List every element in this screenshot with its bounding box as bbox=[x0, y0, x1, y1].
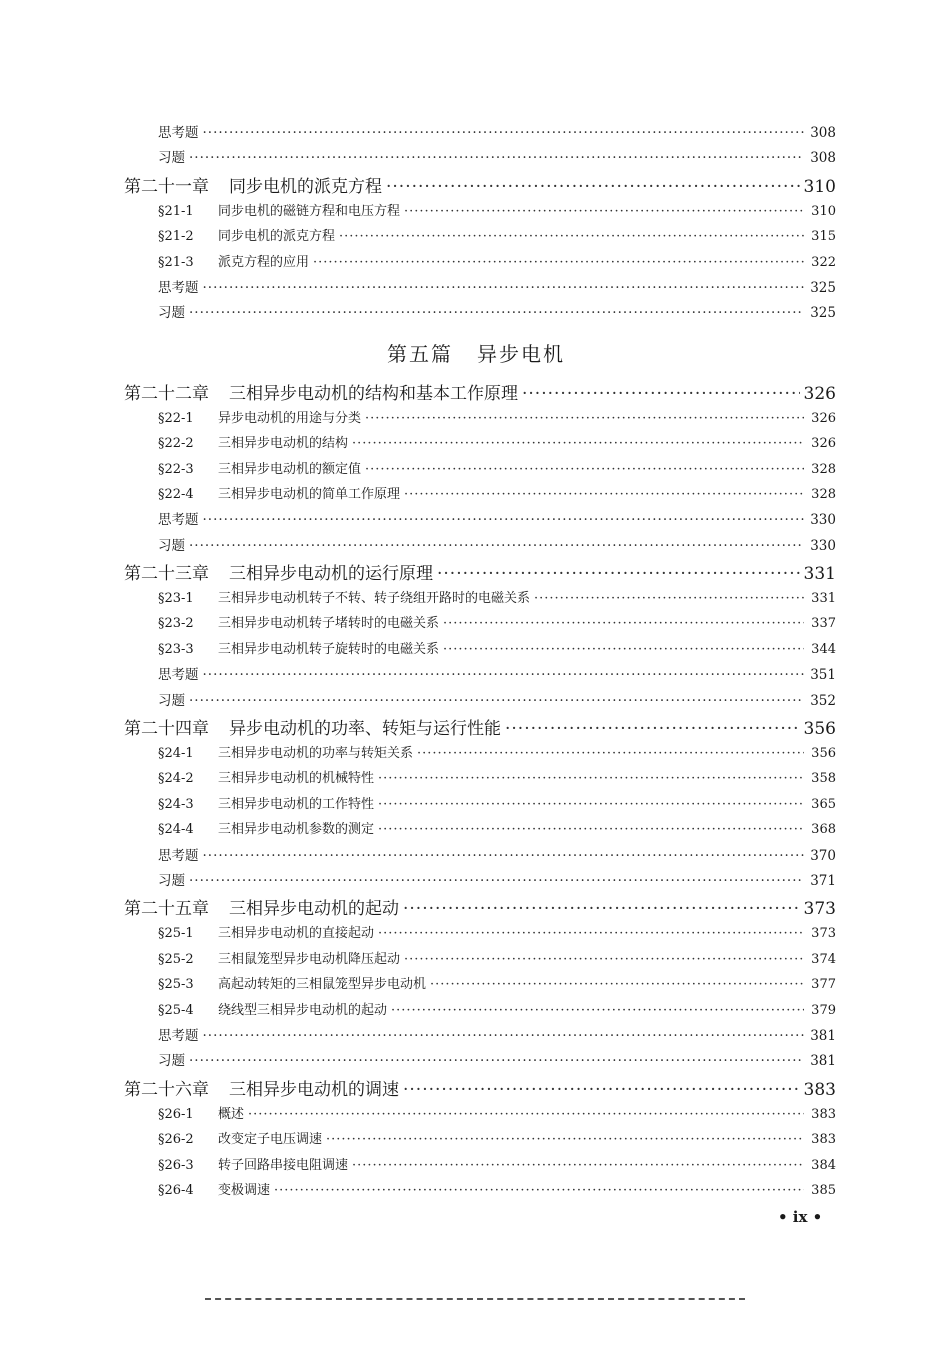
entry-label bbox=[124, 1075, 399, 1100]
section-title: 同步电机的派克方程 bbox=[218, 229, 336, 245]
page-ref: 326 bbox=[811, 436, 836, 452]
page-ref: 315 bbox=[811, 229, 836, 245]
page-ref: 330 bbox=[810, 537, 836, 554]
toc-section-entry[interactable] bbox=[0, 407, 952, 432]
section-title: 异步电动机的用途与分类 bbox=[218, 410, 362, 426]
page-ref: 379 bbox=[811, 1002, 836, 1018]
chapter-number: 第二十三章 bbox=[124, 564, 209, 585]
page-ref: 358 bbox=[811, 771, 836, 787]
dot-leader bbox=[203, 667, 805, 683]
toc-section-entry[interactable] bbox=[0, 742, 952, 767]
toc-section-entry[interactable] bbox=[0, 1179, 952, 1204]
entry-label bbox=[158, 1179, 270, 1198]
page-ref: 381 bbox=[810, 1053, 836, 1070]
chapter-number: 第二十一章 bbox=[124, 176, 209, 197]
toc-section-entry[interactable] bbox=[0, 1128, 952, 1153]
toc-chapter-entry[interactable] bbox=[0, 1075, 952, 1103]
dot-leader bbox=[522, 384, 800, 404]
entry-label bbox=[124, 379, 518, 404]
dot-leader bbox=[189, 1053, 804, 1069]
section-title: 变极调速 bbox=[218, 1182, 271, 1198]
section-title: 三相异步电动机的工作特性 bbox=[218, 796, 375, 812]
entry-label bbox=[124, 559, 433, 584]
section-title: 高起动转矩的三相鼠笼型异步电动机 bbox=[218, 977, 427, 993]
toc-exercise-entry[interactable] bbox=[0, 1049, 952, 1074]
dot-leader bbox=[505, 719, 800, 739]
page-ref: 383 bbox=[811, 1106, 836, 1122]
toc-section-entry[interactable] bbox=[0, 973, 952, 998]
entry-label bbox=[158, 458, 361, 477]
toc-section-entry[interactable] bbox=[0, 767, 952, 792]
entry-label bbox=[158, 200, 400, 219]
toc-exercise-entry[interactable] bbox=[0, 844, 952, 869]
entry-label: 思考题 bbox=[158, 1027, 199, 1044]
entry-label bbox=[124, 172, 382, 197]
section-number: §24-4 bbox=[158, 822, 194, 838]
section-title: 三相异步电动机参数的测定 bbox=[218, 822, 375, 838]
page-ref: 325 bbox=[810, 279, 836, 296]
section-number: §26-4 bbox=[158, 1182, 194, 1198]
section-number: §25-1 bbox=[158, 926, 194, 942]
section-title: 三相异步电动机转子不转、转子绕组开路时的电磁关系 bbox=[218, 591, 531, 607]
page-ref: 337 bbox=[811, 616, 836, 632]
dot-leader bbox=[203, 512, 805, 528]
page-ref: 374 bbox=[811, 951, 836, 967]
section-number: §24-3 bbox=[158, 796, 194, 812]
section-number: §23-3 bbox=[158, 641, 194, 657]
section-number: §23-2 bbox=[158, 616, 194, 632]
toc-chapter-entry[interactable] bbox=[0, 894, 952, 922]
dot-leader bbox=[386, 177, 800, 197]
entry-label bbox=[158, 1103, 244, 1122]
page-ref: 383 bbox=[803, 1079, 836, 1100]
section-title: 概述 bbox=[218, 1106, 245, 1122]
section-number: §24-2 bbox=[158, 771, 194, 787]
page-ref: 310 bbox=[811, 203, 836, 219]
toc-section-entry[interactable] bbox=[0, 225, 952, 250]
section-number: §26-1 bbox=[158, 1106, 194, 1122]
dot-leader bbox=[203, 848, 805, 864]
entry-label bbox=[158, 767, 374, 786]
toc-exercise-entry[interactable] bbox=[0, 1024, 952, 1049]
dot-leader bbox=[326, 1132, 804, 1147]
section-title: 改变定子电压调速 bbox=[218, 1132, 323, 1148]
entry-label bbox=[158, 793, 374, 812]
dot-leader bbox=[339, 229, 804, 244]
toc-exercise-entry[interactable] bbox=[0, 534, 952, 559]
toc-exercise-entry[interactable] bbox=[0, 663, 952, 688]
dot-leader bbox=[378, 797, 804, 812]
dot-leader bbox=[189, 150, 804, 166]
dot-leader bbox=[189, 305, 804, 321]
page-ref: 356 bbox=[803, 719, 836, 740]
entry-label: 习题 bbox=[158, 537, 185, 554]
entry-label bbox=[158, 483, 400, 502]
chapter-title: 三相异步电动机的运行原理 bbox=[229, 564, 433, 585]
chapter-number: 第二十六章 bbox=[124, 1079, 209, 1100]
dot-leader bbox=[352, 436, 804, 451]
page-ref: 352 bbox=[810, 692, 836, 709]
page-ref: 370 bbox=[810, 847, 836, 864]
entry-label bbox=[158, 432, 348, 451]
dot-leader bbox=[430, 977, 804, 992]
section-number: §24-1 bbox=[158, 746, 194, 762]
toc-section-entry[interactable] bbox=[0, 612, 952, 637]
dot-leader bbox=[391, 1003, 804, 1018]
section-title: 三相异步电动机的简单工作原理 bbox=[218, 486, 401, 502]
section-number: §22-2 bbox=[158, 436, 194, 452]
page-ref: 383 bbox=[811, 1132, 836, 1148]
page-ref: 351 bbox=[810, 667, 836, 684]
entry-label bbox=[158, 922, 374, 941]
entry-label bbox=[124, 714, 501, 739]
toc-chapter-entry[interactable] bbox=[0, 379, 952, 407]
section-number: §26-2 bbox=[158, 1132, 194, 1148]
toc-exercise-entry[interactable] bbox=[0, 508, 952, 533]
toc-exercise-entry[interactable] bbox=[0, 869, 952, 894]
entry-label bbox=[158, 225, 335, 244]
section-title: 三相异步电动机的额定值 bbox=[218, 461, 362, 477]
bottom-rule bbox=[205, 1298, 745, 1300]
entry-label: 思考题 bbox=[158, 125, 199, 141]
toc-section-entry[interactable] bbox=[0, 1154, 952, 1179]
dot-leader bbox=[378, 926, 804, 941]
section-title: 转子回路串接电阻调速 bbox=[218, 1157, 349, 1173]
dot-leader bbox=[443, 642, 804, 657]
entry-label: 思考题 bbox=[158, 667, 199, 684]
section-number: §23-1 bbox=[158, 591, 194, 607]
toc-exercise-entry[interactable] bbox=[0, 146, 952, 171]
page-ref: 368 bbox=[811, 822, 836, 838]
section-number: §22-1 bbox=[158, 410, 194, 426]
page-ref: 325 bbox=[810, 305, 836, 322]
entry-label bbox=[158, 742, 413, 761]
chapter-number: 第二十二章 bbox=[124, 383, 209, 404]
toc-section-entry[interactable] bbox=[0, 999, 952, 1024]
dot-leader bbox=[404, 487, 804, 502]
part-heading bbox=[0, 327, 952, 379]
page-ref: 326 bbox=[803, 383, 836, 404]
toc-section-entry[interactable] bbox=[0, 1103, 952, 1128]
dot-leader bbox=[437, 564, 800, 584]
entry-label: 习题 bbox=[158, 305, 185, 322]
dot-leader bbox=[378, 822, 804, 837]
page-ref: 373 bbox=[803, 899, 836, 920]
entry-label: 思考题 bbox=[158, 279, 199, 296]
dot-leader bbox=[365, 462, 804, 477]
section-number: §25-2 bbox=[158, 951, 194, 967]
chapter-number: 第二十四章 bbox=[124, 719, 209, 740]
section-title: 同步电机的磁链方程和电压方程 bbox=[218, 203, 401, 219]
toc-exercise-entry[interactable] bbox=[0, 276, 952, 301]
page-ref: 310 bbox=[803, 176, 836, 197]
section-title: 三相鼠笼型异步电动机降压起动 bbox=[218, 951, 401, 967]
page-ref: 331 bbox=[803, 564, 836, 585]
section-title: 三相异步电动机的功率与转矩关系 bbox=[218, 746, 414, 762]
entry-label: 习题 bbox=[158, 150, 185, 167]
entry-label bbox=[158, 638, 439, 657]
dot-leader bbox=[443, 616, 804, 631]
page-ref: 330 bbox=[810, 512, 836, 529]
dot-leader bbox=[403, 899, 800, 919]
toc-section-entry[interactable] bbox=[0, 638, 952, 663]
page-ref: 322 bbox=[811, 254, 836, 270]
toc-section-entry[interactable] bbox=[0, 793, 952, 818]
chapter-number: 第二十五章 bbox=[124, 899, 209, 920]
part-title: 异步电机 bbox=[477, 342, 565, 367]
entry-label bbox=[158, 407, 361, 426]
page-ref: 308 bbox=[810, 150, 836, 167]
page-ref: 377 bbox=[811, 977, 836, 993]
toc-section-entry[interactable] bbox=[0, 818, 952, 843]
dot-leader bbox=[378, 771, 804, 786]
section-number: §22-4 bbox=[158, 486, 194, 502]
dot-leader bbox=[189, 538, 804, 554]
dot-leader bbox=[203, 280, 805, 296]
dot-leader bbox=[352, 1158, 804, 1173]
dot-leader bbox=[274, 1183, 804, 1198]
section-number: §25-4 bbox=[158, 1002, 194, 1018]
section-title: 绕线型三相异步电动机的起动 bbox=[218, 1002, 388, 1018]
entry-label bbox=[158, 1128, 322, 1147]
section-title: 三相异步电动机的机械特性 bbox=[218, 771, 375, 787]
page-ref: 371 bbox=[810, 872, 836, 889]
chapter-title: 同步电机的派克方程 bbox=[229, 176, 382, 197]
dot-leader bbox=[417, 746, 804, 761]
page-ref: 328 bbox=[811, 486, 836, 502]
entry-label bbox=[158, 818, 374, 837]
toc-chapter-entry[interactable] bbox=[0, 172, 952, 200]
dot-leader bbox=[313, 255, 804, 270]
dot-leader bbox=[203, 1028, 805, 1044]
page-ref: 385 bbox=[811, 1182, 836, 1198]
toc-exercise-entry[interactable] bbox=[0, 301, 952, 326]
page-ref: 331 bbox=[811, 591, 836, 607]
page-ref: 308 bbox=[810, 125, 836, 141]
table-of-contents bbox=[0, 121, 952, 1204]
toc-section-entry[interactable] bbox=[0, 922, 952, 947]
toc-exercise-entry[interactable] bbox=[0, 121, 952, 146]
entry-label: 习题 bbox=[158, 692, 185, 709]
section-number: §21-3 bbox=[158, 254, 194, 270]
section-number: §25-3 bbox=[158, 977, 194, 993]
section-title: 三相异步电动机的结构 bbox=[218, 436, 349, 452]
page-ref: 328 bbox=[811, 461, 836, 477]
toc-section-entry[interactable] bbox=[0, 432, 952, 457]
toc-section-entry[interactable] bbox=[0, 483, 952, 508]
dot-leader bbox=[404, 204, 804, 219]
toc-section-entry[interactable] bbox=[0, 948, 952, 973]
entry-label bbox=[158, 587, 530, 606]
page-ref: 365 bbox=[811, 796, 836, 812]
toc-exercise-entry[interactable] bbox=[0, 689, 952, 714]
entry-label: 思考题 bbox=[158, 847, 199, 864]
chapter-title: 异步电动机的功率、转矩与运行性能 bbox=[229, 719, 501, 740]
section-title: 派克方程的应用 bbox=[218, 254, 310, 270]
entry-label: 习题 bbox=[158, 1053, 185, 1070]
page-ref: 381 bbox=[810, 1027, 836, 1044]
entry-label bbox=[124, 894, 399, 919]
page-ref: 356 bbox=[811, 746, 836, 762]
toc-section-entry[interactable] bbox=[0, 458, 952, 483]
entry-label bbox=[158, 251, 309, 270]
dot-leader bbox=[248, 1107, 804, 1122]
dot-leader bbox=[403, 1080, 800, 1100]
section-number: §26-3 bbox=[158, 1157, 194, 1173]
dot-leader bbox=[534, 591, 804, 606]
page-ref: 344 bbox=[811, 641, 836, 657]
page-ref: 326 bbox=[811, 410, 836, 426]
dot-leader bbox=[404, 952, 804, 967]
chapter-title: 三相异步电动机的调速 bbox=[229, 1079, 399, 1100]
entry-label bbox=[158, 999, 387, 1018]
page-ref: 373 bbox=[811, 926, 836, 942]
page-ref: 384 bbox=[811, 1157, 836, 1173]
dot-leader bbox=[189, 873, 804, 889]
entry-label: 思考题 bbox=[158, 512, 199, 529]
toc-chapter-entry[interactable] bbox=[0, 714, 952, 742]
entry-label bbox=[158, 973, 426, 992]
section-number: §22-3 bbox=[158, 461, 194, 477]
section-number: §21-2 bbox=[158, 229, 194, 245]
dot-leader bbox=[365, 411, 804, 426]
page-number: • ix • bbox=[778, 1208, 823, 1226]
chapter-title: 三相异步电动机的结构和基本工作原理 bbox=[229, 383, 518, 404]
entry-label bbox=[158, 612, 439, 631]
entry-label: 习题 bbox=[158, 872, 185, 889]
section-title: 三相异步电动机转子堵转时的电磁关系 bbox=[218, 616, 440, 632]
entry-label bbox=[158, 948, 400, 967]
section-number: §21-1 bbox=[158, 203, 194, 219]
section-title: 三相异步电动机转子旋转时的电磁关系 bbox=[218, 641, 440, 657]
part-number: 第五篇 bbox=[387, 342, 453, 367]
dot-leader bbox=[189, 693, 804, 709]
toc-section-entry[interactable] bbox=[0, 251, 952, 276]
toc-section-entry[interactable] bbox=[0, 200, 952, 225]
section-title: 三相异步电动机的直接起动 bbox=[218, 926, 375, 942]
toc-chapter-entry[interactable] bbox=[0, 559, 952, 587]
dot-leader bbox=[203, 125, 805, 141]
toc-section-entry[interactable] bbox=[0, 587, 952, 612]
entry-label bbox=[158, 1154, 348, 1173]
chapter-title: 三相异步电动机的起动 bbox=[229, 899, 399, 920]
